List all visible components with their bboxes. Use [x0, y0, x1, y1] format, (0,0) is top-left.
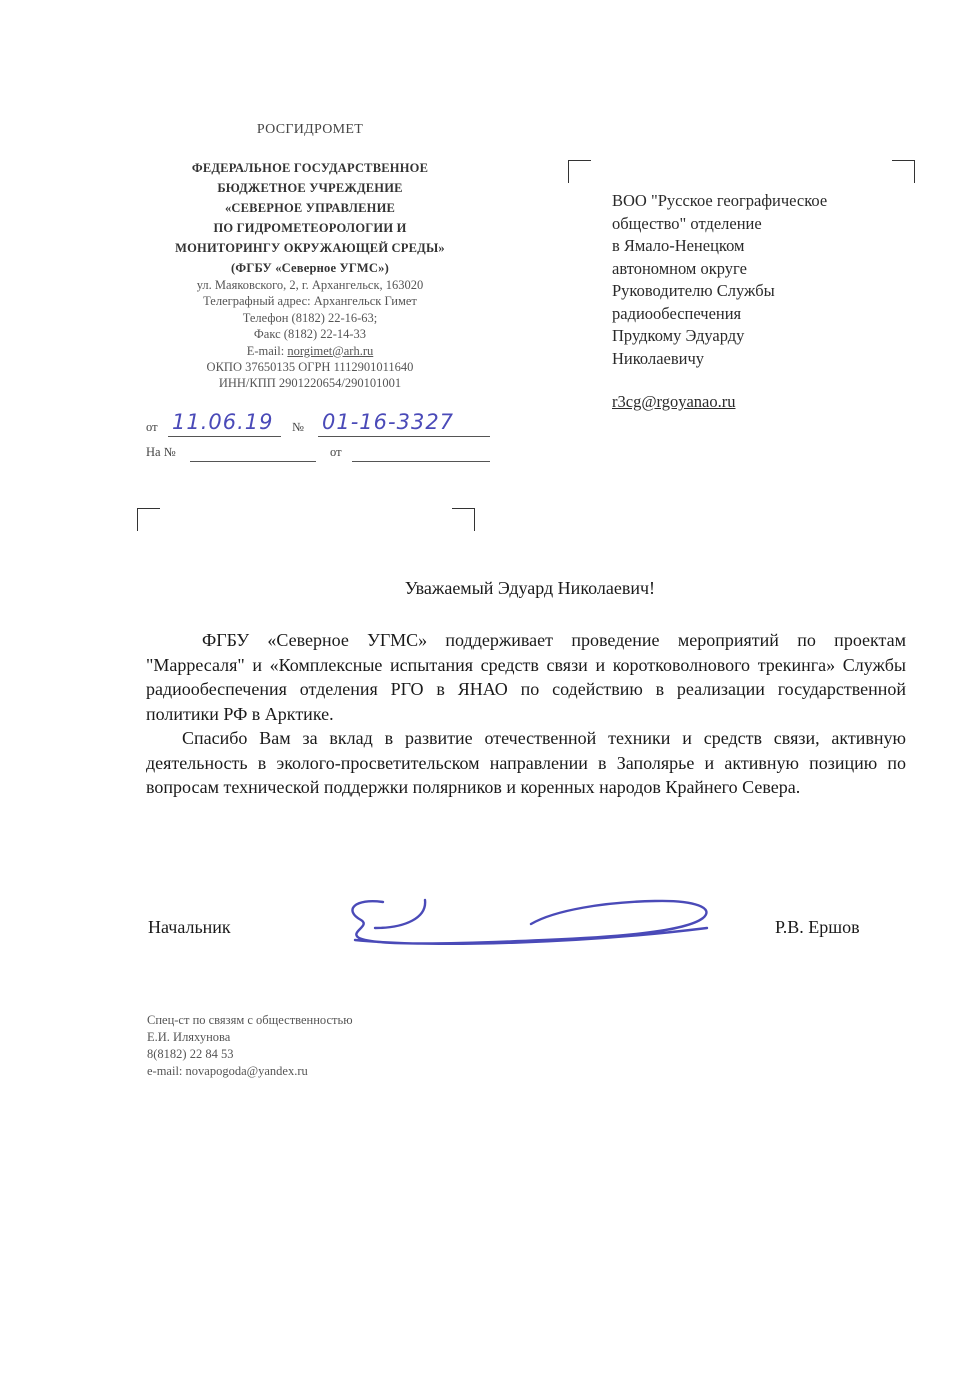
reg-number: 01-16-3327: [322, 410, 455, 434]
bracket-recipient-top-left: [568, 160, 591, 183]
sender-okpo: ОКПО 37650135 ОГРН 1112901011640: [206, 360, 414, 375]
signatory-title: Начальник: [148, 917, 231, 937]
agency-name: РОСГИДРОМЕТ: [256, 122, 364, 137]
footer-line: Спец-ст по связям с общественностью: [147, 1013, 353, 1027]
recipient-line: Николаевичу: [612, 348, 705, 368]
footer-line: e-mail: novapogoda@yandex.ru: [147, 1064, 308, 1078]
recipient-line: в Ямало-Ненецком: [612, 236, 745, 255]
contact-person-footer: [147, 1012, 353, 1080]
registration-line: [146, 410, 506, 440]
org-line: (ФГБУ «Северное УГМС»): [231, 261, 389, 275]
reply-line: [146, 443, 506, 465]
recipient-line: Руководителю Службы: [612, 281, 775, 300]
sender-inn: ИНН/КПП 2901220654/290101001: [218, 376, 402, 391]
recipient-block: [612, 190, 912, 370]
reply-from-label: от: [330, 445, 342, 459]
sender-fax: Факс (8182) 22-14-33: [253, 327, 367, 342]
reg-number-label: №: [292, 420, 304, 434]
recipient-line: общество" отделение: [612, 213, 762, 233]
org-line: БЮДЖЕТНОЕ УЧРЕЖДЕНИЕ: [217, 181, 403, 195]
reply-number-line: [190, 443, 316, 462]
reg-from-label: от: [146, 420, 158, 434]
sender-contacts: [150, 277, 470, 392]
footer-line: Е.И. Иляхунова: [147, 1030, 231, 1044]
sender-email-link[interactable]: norgimet@arh.ru: [287, 343, 374, 358]
org-line: ФЕДЕРАЛЬНОЕ ГОСУДАРСТВЕННОЕ: [191, 161, 429, 175]
organization-name: [150, 158, 470, 278]
salutation: Уважаемый Эдуард Николаевич!: [404, 578, 656, 598]
letter-paragraph: Спасибо Вам за вклад в развитие отечественной техники и средств связи, активную деятельность в эколого-просветительском направлении в Заполярье и активную позицию по вопросам технической поддержки полярников и коренных народов Крайнего Севера.: [146, 728, 906, 797]
letter-paragraph: ФГБУ «Северное УГМС» поддерживает проведение мероприятий по проектам "Марресаля" и «Комплексные испытания средств связи и коротковолнового трекинга» Службы радиообеспечения отделения РГО в ЯНАО по содействию в реализации государственной политики РФ в Арктике.: [146, 630, 906, 724]
recipient-email-link[interactable]: r3cg@rgoyanao.ru: [612, 392, 736, 411]
reply-date-line: [352, 443, 490, 462]
footer-line: 8(8182) 22 84 53: [147, 1047, 234, 1061]
sender-address: ул. Маяковского, 2, г. Архангельск, 163020: [196, 278, 424, 292]
sender-phone: Телефон (8182) 22-16-63;: [242, 310, 378, 325]
recipient-line: радиообеспечения: [612, 303, 742, 323]
bracket-recipient-top-right: [892, 160, 915, 183]
org-line: «СЕВЕРНОЕ УПРАВЛЕНИЕ: [224, 201, 396, 215]
letter-body: [146, 628, 906, 800]
sender-email-line: [150, 343, 470, 359]
sender-email-label: E-mail:: [246, 343, 288, 358]
recipient-line: Прудкому Эдуарду: [612, 326, 745, 345]
sender-telegraph: Телеграфный адрес: Архангельск Гимет: [203, 294, 417, 309]
bracket-subject-top-right: [452, 508, 475, 531]
org-line: ПО ГИДРОМЕТЕОРОЛОГИИ И: [213, 221, 407, 235]
signatory-name: Р.В. Ершов: [775, 917, 860, 937]
handwritten-signature: [335, 888, 720, 950]
recipient-line: автономном округе: [612, 258, 747, 278]
reply-number-label: На №: [146, 445, 176, 459]
bracket-subject-top-left: [137, 508, 160, 531]
reg-date: 11.06.19: [172, 410, 274, 434]
org-line: МОНИТОРИНГУ ОКРУЖАЮЩЕЙ СРЕДЫ»: [175, 241, 445, 255]
recipient-line: ВОО "Русское географическое: [612, 191, 828, 210]
